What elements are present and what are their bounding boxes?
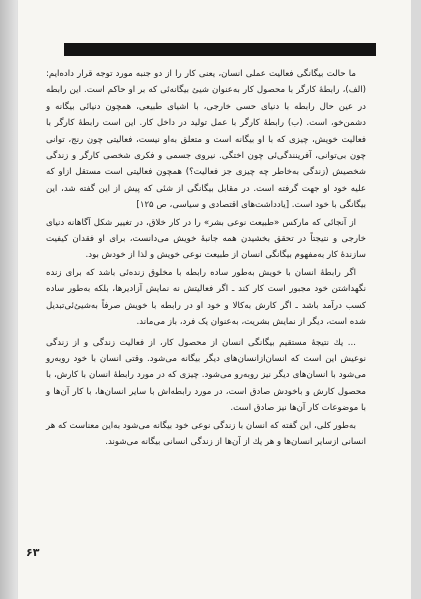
page-gutter-left [0, 0, 18, 599]
paragraph-2: از آنجائی که مارکس «طبیعت نوعی بشر» را در کار خلاق، در تغییر شکل آگاهانه دنیای خارجی و نتیجتاً در تحقق بخشیدن همه جانبهٔ خویش می‌دانست، برای او فقدان کیفیت سازندهٔ کار به‌مفهوم بیگانگی انسان از طبیعت نوعی خویش و لذا از خودش بود. [46, 217, 366, 261]
header-redaction-bar [64, 43, 376, 56]
paragraph-5: به‌طور کلی، این گفته که انسان با زندگی نوعی خود بیگانه می‌شود به‌این معناست که هر انسانی ازسایر انسان‌ها و هر یك از آن‌ها از زندگی انسانی بیگانه می‌شوند. [46, 420, 366, 447]
paragraph-3: اگر رابطهٔ انسان با خویش به‌طور ساده رابطه با مخلوق زنده‌ئی باشد که برای زنده نگهداشتن خود مجبور است کار کند ـ اگر فعالیتش نه نمایش آزادیرها، بلکه به‌طور ساده کسب درآمد باشد ـ اگر کارش به‌کالا و خود او در رابطه با خویش صرفاً به‌شیئ‌ئی‌تبدیل شده است، دیگر از نمایش بشریت، به‌عنوان یک فرد، باز می‌ماند. [46, 267, 366, 328]
paragraph-4-quote: ... یك نتیجهٔ مستقیم بیگانگی انسان از محصول کار، از فعالیت زندگی و از زندگی نوعیش این است که انسان‌ازانسان‌های دیگر بیگانه می‌شود. وقتی انسان با خود روبه‌رو می‌شود با انسان‌های دیگر نیز رو‌به‌رو می‌شود. چیزی که در مورد رابطهٔ انسان با کارش، با محصول کارش و باخودش صادق است، در مورد رابطه‌اش با سایر انسان‌ها، با کار آن‌ها و با موضوعات کار آن‌ها نیز صادق است. [46, 337, 366, 414]
page-body [46, 66, 366, 450]
page-number: ۶۳ [26, 546, 40, 559]
page-edge-right [411, 0, 421, 599]
paragraph-1: ما حالت بیگانگی فعالیت عملی انسان، یعنی کار را از دو جنبه مورد توجه قرار داده‌ایم: (الف)، رابطهٔ کارگر با محصول کار به‌عنوان شیئ بیگانه‌ئی که بر او حاکم است. این رابطه در عین حال رابطه با دنیای حسی خارجی، با اشیای طبیعی، همچون دنیائی بیگانه و دشمن‌خو، است. (ب) رابطهٔ کارگر با عمل تولید در داخل کار. این است رابطهٔ کارگر با فعالیت خویش، چیزی که با او بیگانه است و متعلق به‌او نیست، فعالیتی چون رنج، توانی چون بی‌توانی، آفرینندگی‌ئی چون اختگی. نیروی جسمی و فکری شخصی کارگر و زندگی شخصیش (زندگی به‌خاطر چه چیزی جز فعالیت؟) همچون فعالیتی است مستقل ازاو که علیه خود او جهت گرفته است. در مقابل بیگانگی از شئی که پیش از این گفته شد، این بیگانگی با خود است. [یادداشت‌های اقتصادی و سیاسی، ص ۱۲۵] [46, 69, 366, 211]
